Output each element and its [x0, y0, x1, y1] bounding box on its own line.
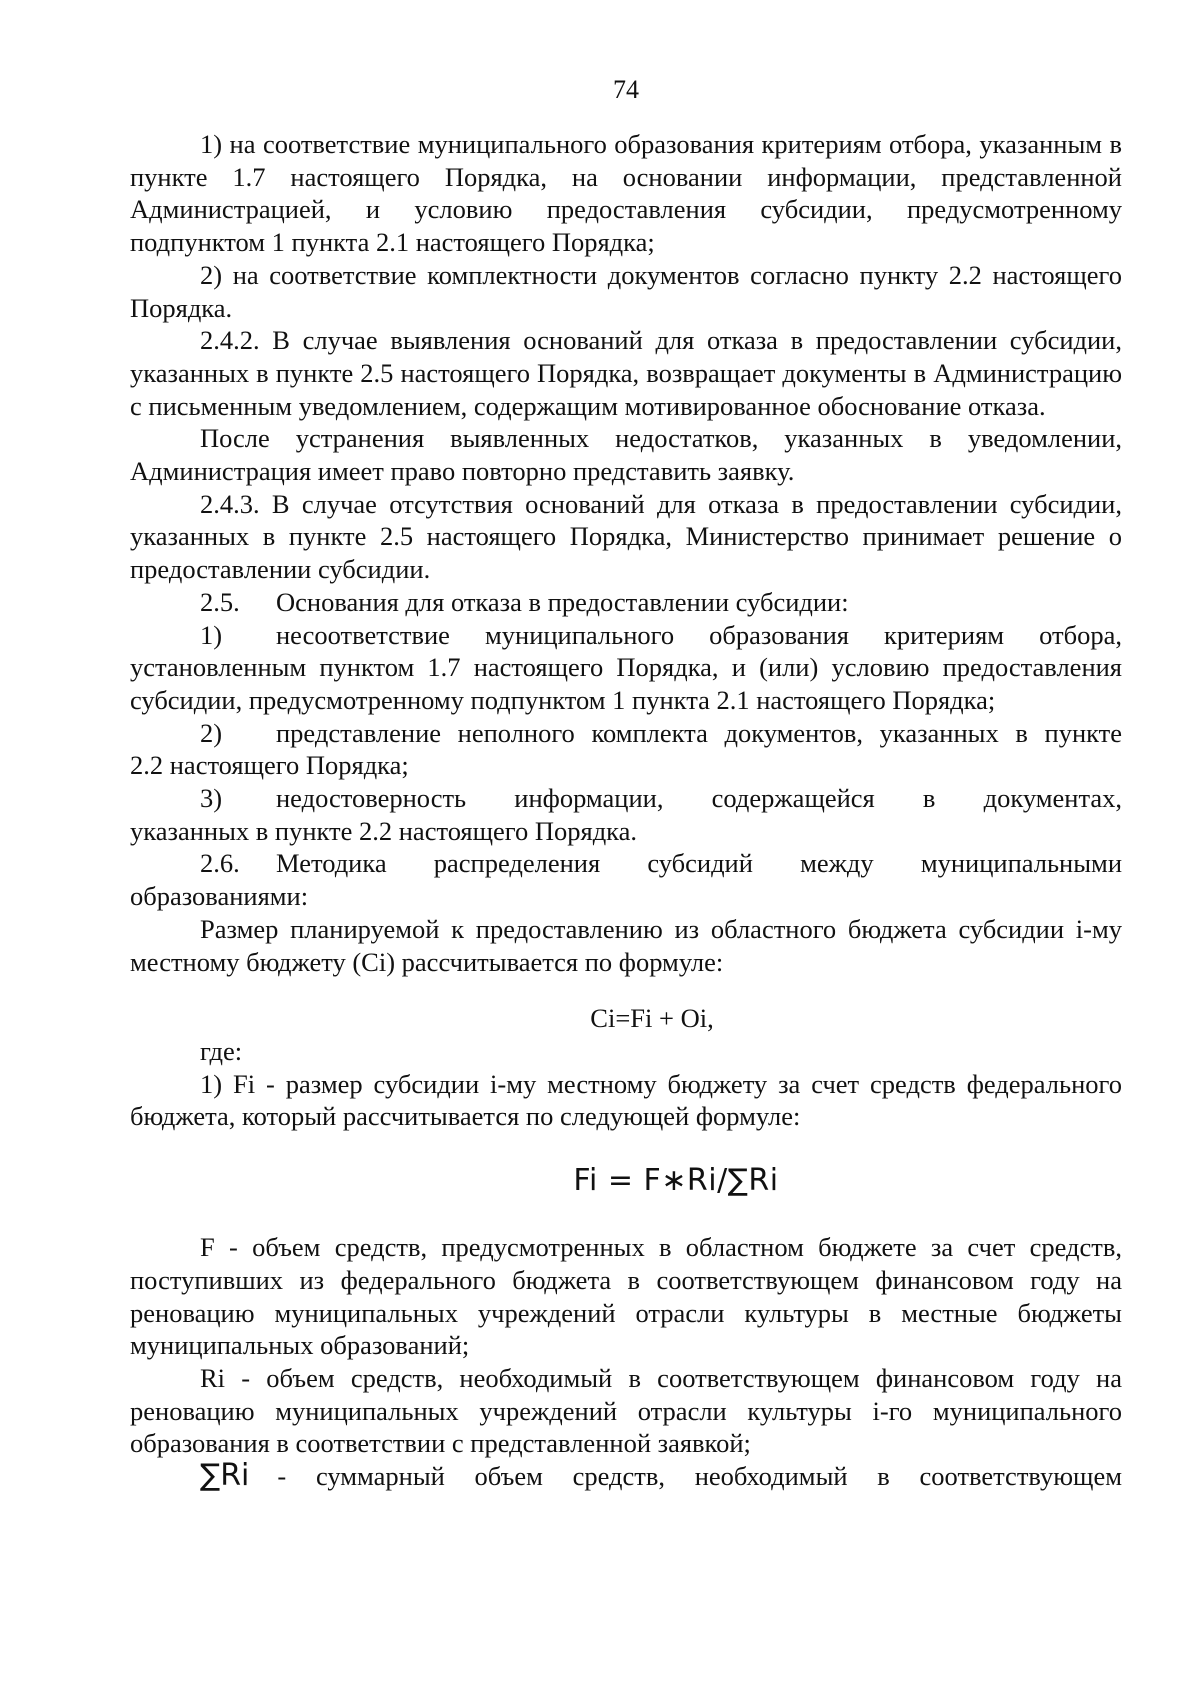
item-text: несоответствие муниципального образования критериям отбора, — [276, 619, 1122, 650]
paragraph-2-6-continued: образованиями: — [130, 881, 309, 912]
paragraph-ri-definition: Ri - объем средств, необходимый в соответствующем финансовом году на реновацию муниципальных учреждений отрасли культуры i-го муниципального образования в соответствии с представленной заявкой; — [130, 1362, 1122, 1459]
formula-ci: Ci=Fi + Oi, — [590, 1003, 714, 1034]
paragraph-criteria-compliance: 1) на соответствие муниципального образования критериям отбора, указанным в пункте 1.7 настоящего Порядка, на основании информации, представленной Администрацией, и условию предоставления субсидии, предусмотренному подпунктом 1 пункта 2.1 настоящего Порядка; — [130, 129, 1122, 258]
refusal-reason-1 — [130, 619, 1122, 652]
document-page — [130, 70, 1122, 1493]
paragraph-resubmission: После устранения выявленных недостатков, указанных в уведомлении, Администрация имеет право повторно представить заявку. — [130, 423, 1122, 487]
item-text: представление неполного комплекта документов, указанных в пункте — [276, 717, 1122, 748]
refusal-reason-1-continued: установленным пунктом 1.7 настоящего Порядка, и (или) условию предоставления субсидии, предусмотренному подпунктом 1 пункта 2.1 настоящего Порядка; — [130, 652, 1122, 715]
item-text: недостоверность информации, содержащейся в документах, — [276, 783, 1122, 814]
item-number: 3) — [200, 783, 223, 814]
sum-ri-symbol: ∑Ri — [200, 1458, 250, 1494]
paragraph-fi-definition: 1) Fi - размер субсидии i-му местному бюджету за счет средств федерального бюджета, который рассчитывается по следующей формуле: — [130, 1068, 1122, 1132]
item-number: 2.6. — [200, 848, 240, 879]
paragraph-2-4-3: 2.4.3. В случае отсутствия оснований для отказа в предоставлении субсидии, указанных в пункте 2.5 настоящего Порядка, Министерство принимает решение о предоставлении субсидии. — [130, 488, 1122, 585]
paragraph-subsidy-size: Размер планируемой к предоставлению из областного бюджета субсидии i-му местному бюджету (Ci) рассчитывается по формуле: — [130, 913, 1122, 977]
item-number: 2.5. — [200, 586, 240, 617]
paragraph-2-5 — [130, 586, 1122, 619]
paragraph-2-4-2: 2.4.2. В случае выявления оснований для отказа в предоставлении субсидии, указанных в пункте 2.5 настоящего Порядка, возвращает документы в Администрацию с письменным уведомлением, содержащим мотивированное обоснование отказа. — [130, 325, 1122, 421]
item-text: Методика распределения субсидий между муниципальными — [276, 848, 1122, 879]
where-label: где: — [200, 1035, 243, 1066]
item-number: 2) — [200, 717, 223, 748]
refusal-reason-2 — [130, 717, 1122, 750]
paragraph-2-6 — [130, 847, 1122, 880]
formula-fi: Fi = F∗Ri/∑Ri — [573, 1163, 779, 1199]
refusal-reason-2-continued: 2.2 настоящего Порядка; — [130, 750, 409, 781]
item-number: 1) — [200, 619, 223, 650]
page-number: 74 — [613, 75, 639, 104]
refusal-reason-3-continued: указанных в пункте 2.2 настоящего Порядка. — [130, 815, 638, 846]
refusal-reason-3 — [130, 782, 1122, 815]
paragraph-sum-ri-definition — [130, 1460, 1122, 1493]
paragraph-f-definition: F - объем средств, предусмотренных в областном бюджете за счет средств, поступивших из федерального бюджета в соответствующем финансовом году на реновацию муниципальных учреждений отрасли культуры в местные бюджеты муниципальных образований; — [130, 1232, 1122, 1361]
sum-ri-text: - суммарный объем средств, необходимый в соответствующем — [277, 1461, 1122, 1492]
item-text: Основания для отказа в предоставлении субсидии: — [276, 586, 849, 617]
paragraph-document-completeness: 2) на соответствие комплектности документов согласно пункту 2.2 настоящего Порядка. — [130, 259, 1122, 323]
